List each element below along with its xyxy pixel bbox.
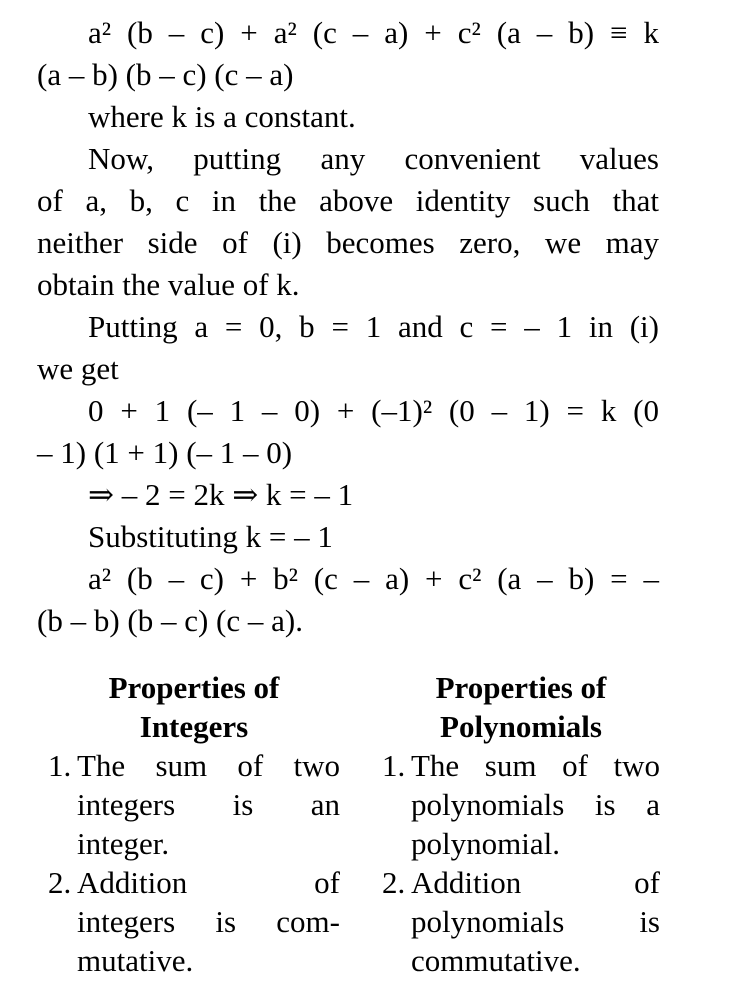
heading-line: Integers (139, 709, 249, 744)
polynomials-heading (382, 668, 660, 746)
heading-line: Properties of (435, 670, 607, 705)
math-line: a² (b – c) + b² (c – a) + c² (a – b) = – (88, 561, 659, 596)
item-line: integer. (77, 826, 170, 861)
column-polynomials (382, 668, 660, 980)
item-line: The sum of two (411, 748, 660, 783)
heading-line: Polynomials (440, 709, 602, 744)
item-number: 1. (48, 748, 72, 783)
math-line: Substituting k = – 1 (88, 519, 333, 554)
item-line: mutative. (77, 943, 194, 978)
item-line: integers is an (77, 787, 340, 822)
math-line: – 1) (1 + 1) (– 1 – 0) (37, 435, 293, 470)
math-line: (a – b) (b – c) (c – a) (37, 57, 294, 92)
list-item (382, 746, 660, 863)
item-line: polynomials is a (411, 787, 660, 822)
column-integers (48, 668, 340, 980)
item-number: 1. (382, 748, 406, 783)
item-line: polynomials is (411, 904, 660, 939)
math-line: (b – b) (b – c) (c – a). (37, 603, 303, 638)
list-item (48, 863, 340, 980)
list-item (382, 863, 660, 980)
text-line: of a, b, c in the above identity such that (37, 183, 659, 218)
math-line: a² (b – c) + a² (c – a) + c² (a – b) ≡ k (88, 15, 659, 50)
text-line: Now, putting any convenient values (88, 141, 659, 176)
math-derivation (37, 12, 659, 642)
math-line: ⇒ – 2 = 2k ⇒ k = – 1 (88, 477, 354, 512)
text-line: where k is a constant. (88, 99, 356, 134)
integers-heading (48, 668, 340, 746)
properties-comparison (48, 668, 741, 980)
list-item (48, 746, 340, 863)
item-number: 2. (382, 865, 406, 900)
heading-line: Properties of (108, 670, 280, 705)
item-line: commutative. (411, 943, 581, 978)
item-line: integers is com- (77, 904, 340, 939)
math-line: 0 + 1 (– 1 – 0) + (–1)² (0 – 1) = k (0 (88, 393, 659, 428)
item-line: Addition of (77, 865, 340, 900)
item-line: The sum of two (77, 748, 340, 783)
text-line: neither side of (i) becomes zero, we may (37, 225, 659, 260)
text-line: obtain the value of k. (37, 267, 300, 302)
item-number: 2. (48, 865, 72, 900)
item-line: Addition of (411, 865, 660, 900)
item-line: polynomial. (411, 826, 560, 861)
text-line: Putting a = 0, b = 1 and c = – 1 in (i) (88, 309, 659, 344)
text-line: we get (37, 351, 119, 386)
